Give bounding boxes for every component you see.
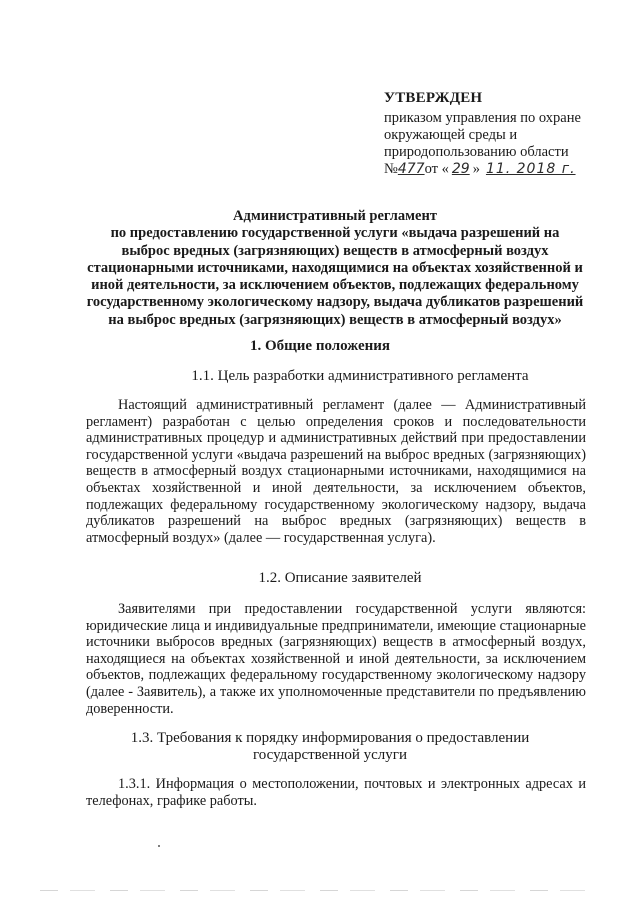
regulation-heading	[70, 208, 600, 329]
heading-line: Административный регламент	[233, 208, 437, 224]
section-1-1-paragraph	[86, 397, 586, 546]
section-1-2-text: Заявителями при предоставлении государственной услуги являются: юридические лица и индивидуальные предприниматели, имеющие стационарные источники выбросов вредных (загрязняющих) веществ в атмосферный воздух, находящиеся на объектах хозяйственной и иной деятельности, за исключением объектов, подлежащих федеральному государственному экологическому надзору (далее - Заявитель), а также их уполномоченные представители по предъявлению доверенности.	[86, 601, 586, 717]
section-1-1-text: Настоящий административный регламент (далее — Административный регламент) разработан с целью определения сроков и последовательности административных процедур и административных действий при предоставлении государственной услуги «выдача разрешений на выброс вредных (загрязняющих) веществ в атмосферный воздух стационарными источниками, находящимися на объектах хозяйственной и иной деятельности, за исключением объектов, подлежащих федеральному государственному экологическому надзору, выдача дубликатов разрешений на выброс вредных (загрязняющих) веществ в атмосферный воздух» (далее — государственная услуга).	[86, 397, 586, 546]
heading-line: по предоставлению государственной услуги «выдача разрешений на	[110, 225, 560, 242]
section-1-3-1-paragraph	[86, 776, 586, 809]
section-1-3-title-line: государственной услуги	[253, 747, 407, 763]
approval-line-1: приказом управления по охране	[384, 110, 581, 126]
order-date-handwritten: 11. 2018 г.	[485, 161, 576, 177]
section-1-2-title: 1.2. Описание заявителей	[258, 570, 422, 586]
order-day-handwritten: 29	[451, 161, 470, 177]
section-1-title: 1. Общие положения	[249, 338, 391, 354]
approval-block	[384, 90, 614, 181]
order-number-line	[384, 161, 614, 181]
heading-line: государственному экологическому надзору, выдача дубликатов разрешений	[86, 294, 584, 311]
day-close-quote: »	[472, 161, 480, 177]
order-number-handwritten: 477	[397, 161, 425, 177]
heading-line: на выброс вредных (загрязняющих) веществ в атмосферный воздух»	[108, 311, 562, 328]
section-1-3-title	[120, 730, 540, 764]
section-1-3-1-text: 1.3.1. Информация о местоположении, почтовых и электронных адресах и телефонах, графике работы.	[86, 776, 586, 809]
approval-title: УТВЕРЖДЕН	[384, 90, 483, 106]
heading-line: иной деятельности, за исключением объектов, подлежащих федеральному	[91, 277, 579, 294]
heading-line: стационарными источниками, находящимися на объектах хозяйственной и	[87, 259, 583, 276]
section-1-1-title: 1.1. Цель разработки административного регламента	[191, 368, 529, 384]
approval-line-2: окружающей среды и	[384, 127, 518, 143]
from-word: от «	[424, 161, 449, 177]
scan-artifact-line	[40, 890, 600, 891]
approval-line-3: природопользованию области	[384, 144, 569, 160]
heading-line: выброс вредных (загрязняющих) веществ в атмосферный воздух	[121, 242, 549, 259]
number-sign: №	[384, 161, 398, 177]
section-1-2-paragraph	[86, 601, 586, 717]
scan-speck	[158, 845, 160, 847]
section-1-3-title-line: 1.3. Требования к порядку информирования о предоставлении	[130, 730, 530, 746]
